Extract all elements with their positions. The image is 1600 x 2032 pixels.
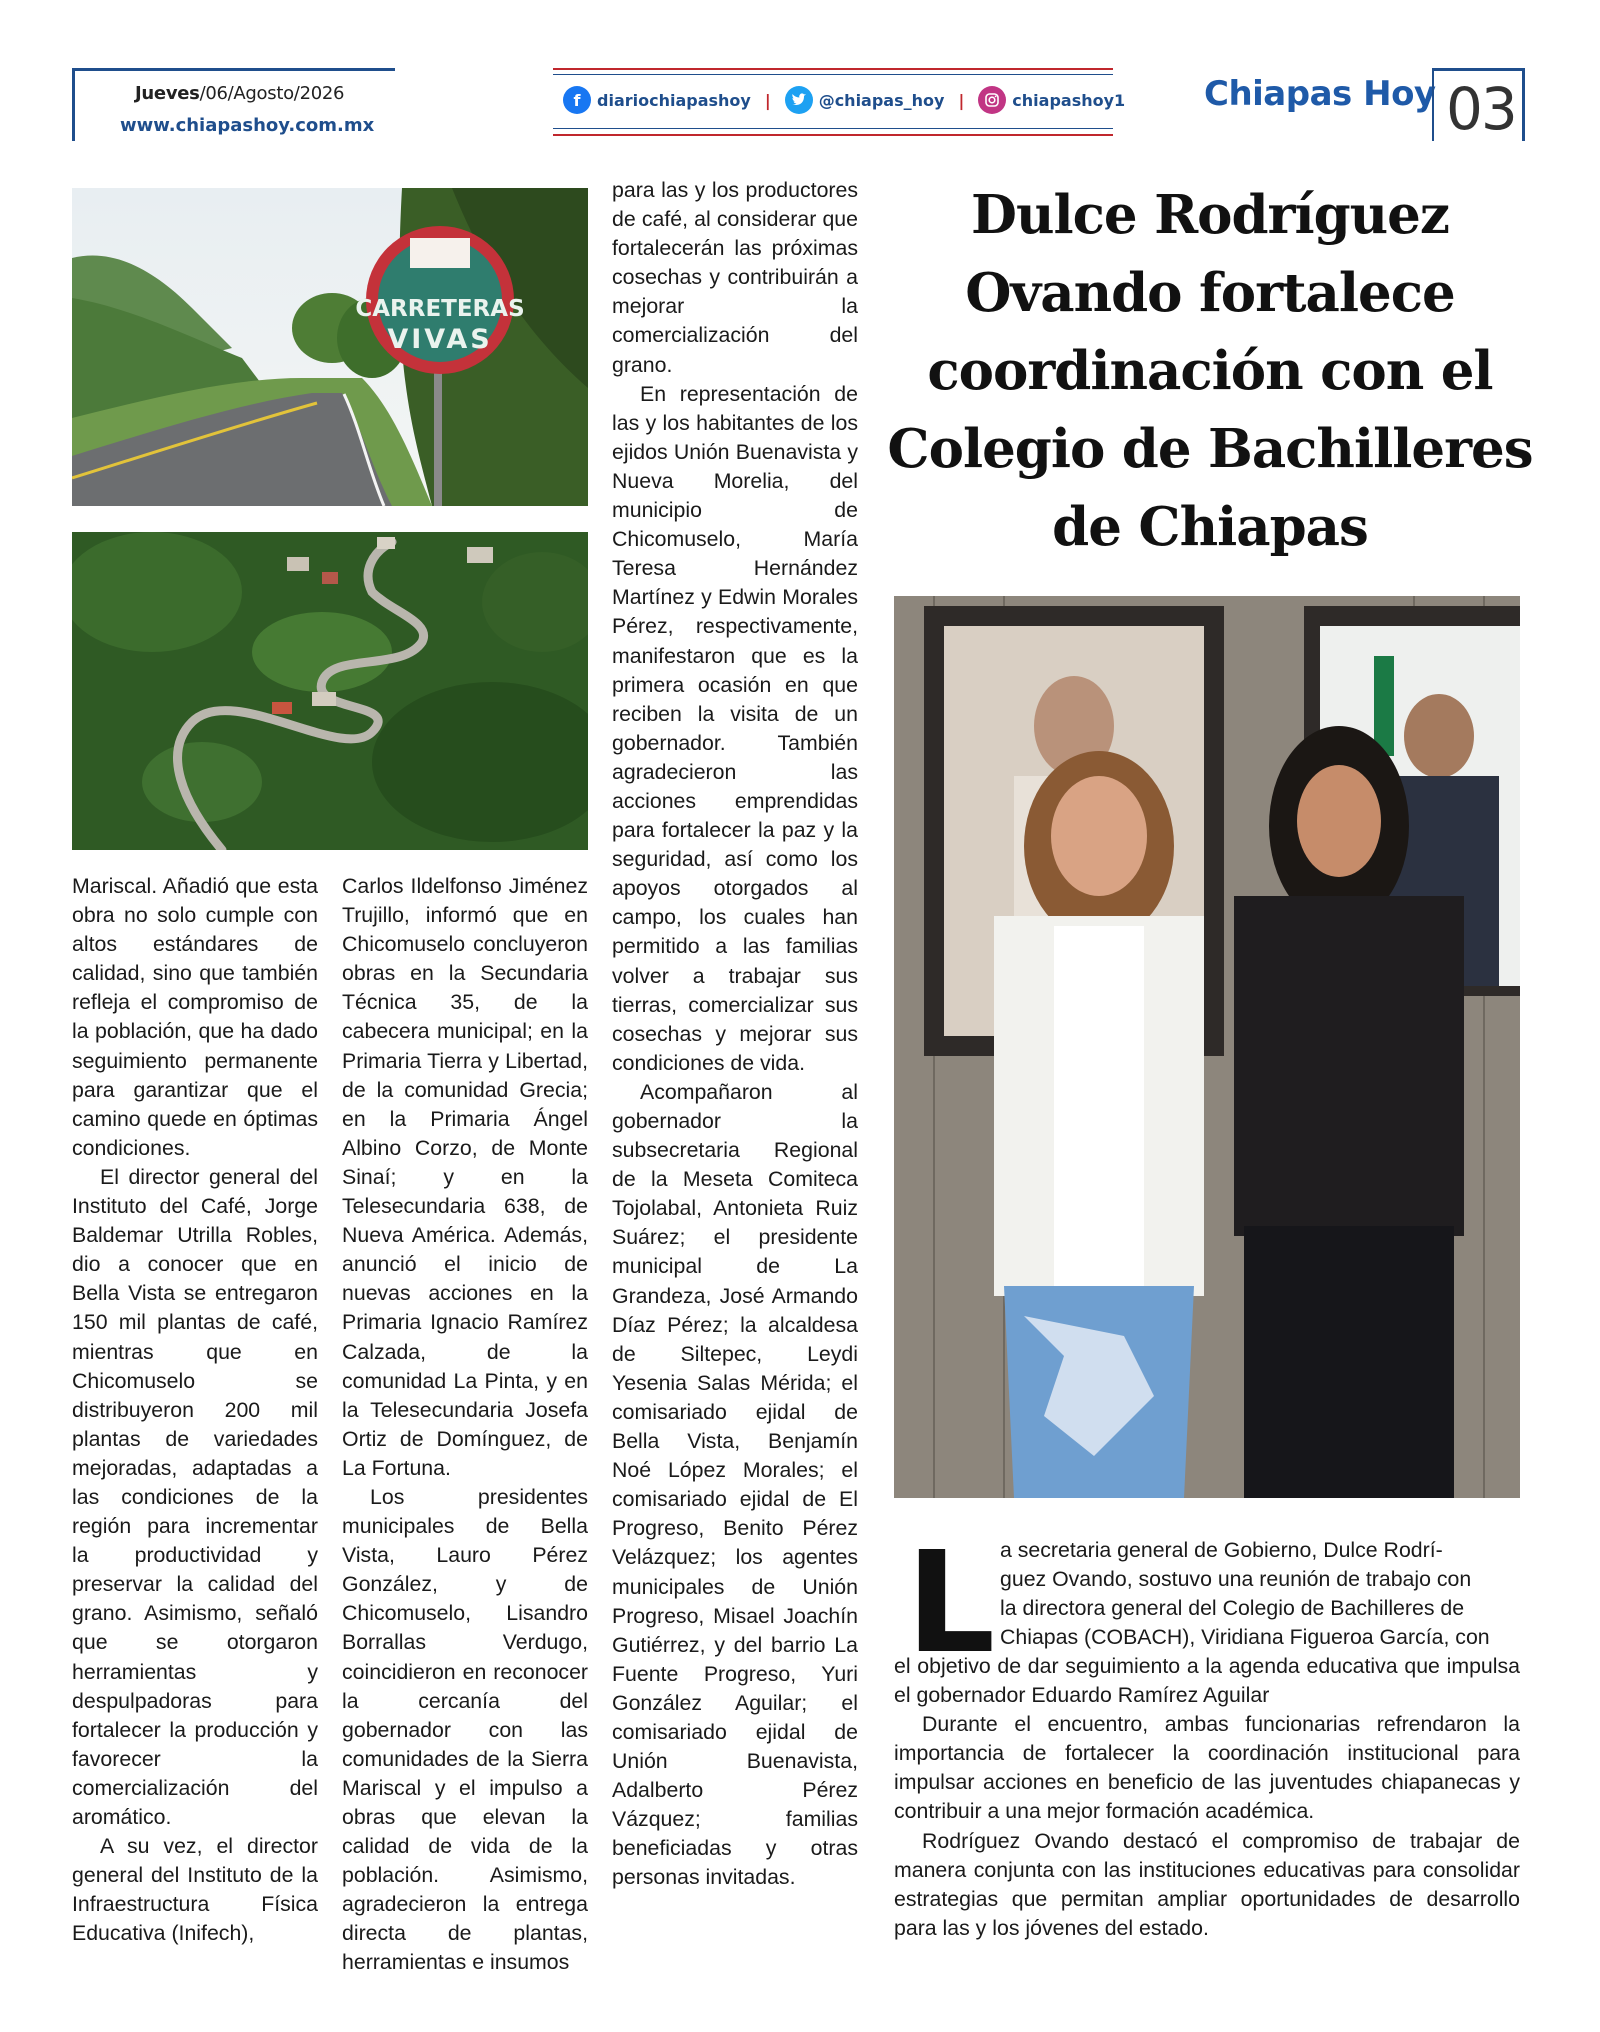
instagram-handle[interactable]: chiapashoy1 <box>1012 90 1126 110</box>
lead-line: guez Ovando, sostuvo una reunión de trabajo con <box>1000 1567 1472 1592</box>
paragraph: El director general del Instituto del Café, Jorge Baldemar Utrilla Robles, dio a conocer que en Bella Vista se entregaron 150 mil plantas de café, mientras que en Chicomuselo se distribuyeron 200 mil plantas de variedades mejoradas, adaptadas a las condiciones de la región para incrementar la productividad y preservar la calidad del grano. Asimismo, señaló que se otorgaron herramientas y despulpadoras para fortalecer la producción y favorecer la comercialización del aromático. <box>72 1164 318 1829</box>
paragraph: A su vez, el director general del Instituto de la Infraestructura Física Educativa (Inifech), <box>72 1834 318 1946</box>
social-separator: | <box>764 90 771 110</box>
article-left-column-3 <box>612 176 858 1893</box>
page-number: 03 <box>1446 75 1516 143</box>
road-sign-text-1: CARRETERAS <box>355 296 525 322</box>
date-day: Jueves <box>135 83 200 104</box>
social-rule-top-2 <box>553 74 1113 75</box>
facebook-icon[interactable]: f <box>563 86 591 114</box>
paragraph: Durante el encuentro, ambas funcionarias refrendaron la importancia de fortalecer la coordinación institucional para impulsar acciones en beneficio de las juventudes chiapanecas y contribuir a una mejor formación académica. <box>894 1712 1520 1824</box>
social-rule-bottom-2 <box>553 128 1113 129</box>
article-headline: Dulce Rodríguez Ovando fortalece coordinación con el Colegio de Bachilleres de Chiapas <box>887 184 1533 558</box>
paragraph: el objetivo de dar seguimiento a la agenda educativa que impulsa el gobernador Eduardo Ramírez Aguilar <box>894 1654 1520 1708</box>
section-name: Chiapas Hoy <box>1204 74 1436 114</box>
article-left-column-2 <box>342 872 588 1978</box>
header-date-block <box>72 68 395 141</box>
paragraph: Rodríguez Ovando destacó el compromiso de trabajar de manera conjunta con las instituciones educativas para consolidar estrategias que permitan ampliar oportunidades de desarrollo para las y los jóvenes del estado. <box>894 1828 1520 1940</box>
article-right-lead-indented <box>1000 1536 1520 1652</box>
article-right-body <box>894 1652 1520 1943</box>
paragraph: para las y los productores de café, al considerar que fortalecerán las próximas cosechas y contribuirán a mejorar la comercialización del grano. <box>612 178 858 377</box>
date-rest: /06/Agosto/2026 <box>199 83 345 104</box>
page-number-box <box>1432 68 1525 141</box>
facebook-handle[interactable]: diariochiapashoy <box>597 90 751 110</box>
twitter-handle[interactable]: @chiapas_hoy <box>818 90 945 110</box>
paragraph: Acompañaron al gobernador la subsecretaria Regional de la Meseta Comiteca Tojolabal, Antonieta Ruiz Suárez; el presidente municipal de La Grandeza, José Armando Díaz Pérez; la alcaldesa de Siltepec, Leydi Yesenia Salas Mérida; el comisariado ejidal de Bella Vista, Benjamín Noé López Morales; el comisariado ejidal de El Progreso, Benito Pérez Velázquez; los agentes municipales de Unión Progreso, Misael Joachín Gutiérrez, y del barrio La Fuente Progreso, Yuri González Aguilar; el comisariado ejidal de Unión Buenavista, Adalberto Pérez Vázquez; familias beneficiadas y otras personas invitadas. <box>612 1079 858 1890</box>
road-sign-text-2: VIVAS <box>387 324 493 355</box>
social-links <box>563 86 1125 114</box>
publication-date <box>135 83 344 104</box>
lead-line: a secretaria general de Gobierno, Dulce Rodrí- <box>1000 1538 1443 1562</box>
lead-line: la directora general del Colegio de Bachilleres de <box>1000 1596 1465 1621</box>
paragraph: Mariscal. Añadió que esta obra no solo cumple con altos estándares de calidad, sino que también refleja el compromiso de la población, que ha dado seguimiento permanente para garantizar que el camino quede en óptimas condiciones. <box>72 874 318 1160</box>
social-rule-top <box>553 68 1113 70</box>
paragraph: Los presidentes municipales de Bella Vista, Lauro Pérez González, y de Chicomuselo, Lisandro Borrallas Verdugo, coincidieron en reconocer la cercanía del gobernador con las comunidades de la Sierra Mariscal y el impulso a obras que elevan la calidad de vida de la población. Asimismo, agradecieron la entrega directa de plantas, herramientas e insumos <box>342 1484 588 1975</box>
paragraph: Carlos Ildelfonso Jiménez Trujillo, informó que en Chicomuselo concluyeron obras en la Secundaria Técnica 35, de la cabecera municipal; en la Primaria Tierra y Libertad, de la comunidad Grecia; en la Primaria Ángel Albino Corzo, de Monte Sinaí; y en la Telesecundaria 638, de Nueva América. Además, anunció el inicio de nuevas acciones en la Primaria Ignacio Ramírez Calzada, de la comunidad La Pinta, y en la Telesecundaria Josefa Ortiz de Domínguez, de La Fortuna. <box>342 874 588 1480</box>
photo-road-sign <box>72 188 588 506</box>
website-url[interactable]: www.chiapashoy.com.mx <box>120 115 375 136</box>
drop-cap: L <box>906 1522 996 1685</box>
instagram-icon[interactable] <box>978 86 1006 114</box>
paragraph: En representación de las y los habitantes de los ejidos Unión Buenavista y Nueva Morelia, del municipio de Chicomuselo, María Teresa Hernández Martínez y Edwin Morales Pérez, respectivamente, manifestaron que es la primera ocasión en que reciben la visita de un gobernador. También agradecieron las acciones emprendidas para fortalecer la paz y la seguridad, así como los apoyos otorgados al campo, los cuales han permitido a las familias volver a trabajar sus tierras, comercializar sus cosechas y mejorar sus condiciones de vida. <box>612 381 858 1075</box>
lead-line: Chiapas (COBACH), Viridiana Figueroa García, con <box>1000 1625 1490 1650</box>
photo-officials-meeting <box>894 596 1520 1498</box>
photo-aerial-road <box>72 532 588 850</box>
social-separator: | <box>958 90 965 110</box>
social-rule-bottom <box>553 134 1113 136</box>
article-left-column-1 <box>72 872 318 1948</box>
social-bar <box>553 68 1126 136</box>
twitter-icon[interactable] <box>785 86 813 114</box>
